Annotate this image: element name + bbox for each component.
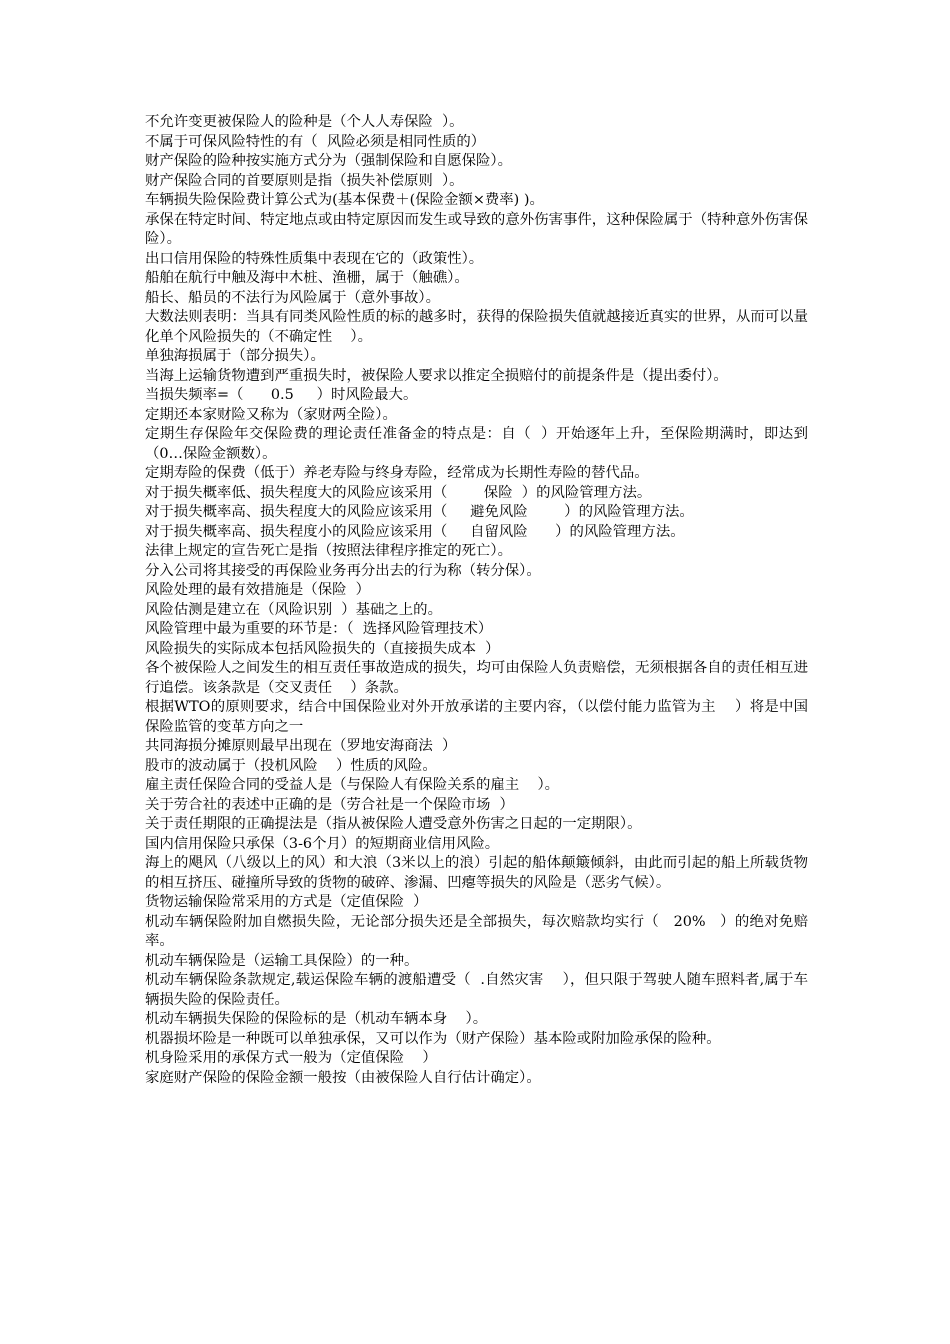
text-line: 机身险采用的承保方式一般为（定值保险 ）: [145, 1050, 437, 1066]
text-line: 股市的波动属于（投机风险 ）性质的风险。: [145, 757, 437, 774]
text-line: 家庭财产保险的保险金额一般按（由被保险人自行估计确定）。: [145, 1069, 541, 1086]
text-line: 单独海损属于（部分损失）。: [145, 348, 325, 364]
text-line: 机器损坏险是一种既可以单独承保，又可以作为（财产保险）基本险或附加险承保的险种。: [145, 1030, 721, 1047]
text-line: 船舶在航行中触及海中木桩、渔栅，属于（触礁）。: [145, 270, 469, 286]
text-line: 机动车辆保险是（运输工具保险）的一种。: [145, 952, 419, 969]
text-line: 定期寿险的保费（低于）养老寿险与终身寿险，经常成为长期性寿险的替代品。: [145, 465, 649, 481]
text-line: 根据WTO的原则要求，结合中国保险业对外开放承诺的主要内容，（以偿付能力监管为主 ）将是中国保险监管的变革方向之一: [145, 699, 808, 735]
text-line: 法律上规定的宣告死亡是指（按照法律程序推定的死亡）。: [145, 543, 512, 559]
text-line: 不属于可保风险特性的有（ 风险必须是相同性质的）: [145, 133, 486, 150]
text-line: 定期还本家财险又称为（家财两全险）。: [145, 406, 397, 423]
text-line: 当损失频率=（ 0.5 ）时风险最大。: [145, 387, 418, 403]
text-line: 货物运输保险常采用的方式是（定值保险 ）: [145, 894, 428, 910]
text-line: 对于损失概率高、损失程度小的风险应该采用（ 自留风险 ）的风险管理方法。: [145, 523, 685, 540]
text-line: 雇主责任保险合同的受益人是（与保险人有保险关系的雇主 ）。: [145, 777, 560, 793]
text-line: 承保在特定时间、特定地点或由特定原因而发生或导致的意外伤害事件，这种保险属于（特种意外伤害保险）。: [145, 211, 808, 247]
text-line: 定期生存保险年交保险费的理论责任准备金的特点是：自（ ）开始逐年上升，至保险期满时，即达到（0…保险金额数）。: [145, 426, 808, 462]
text-line: 机动车辆损失保险的保险标的是（机动车辆本身 ）。: [145, 1011, 488, 1027]
text-line: 分入公司将其接受的再保险业务再分出去的行为称（转分保）。: [145, 562, 541, 579]
text-line: 风险损失的实际成本包括风险损失的（直接损失成本 ）: [145, 640, 500, 657]
text-line: 船长、船员的不法行为风险属于（意外事故）。: [145, 289, 441, 306]
text-line: 国内信用保险只承保（3-6个月）的短期商业信用风险。: [145, 835, 500, 852]
text-line: 风险处理的最有效措施是（保险 ）: [145, 582, 371, 598]
text-line: 财产保险的险种按实施方式分为（强制保险和自愿保险）。: [145, 153, 512, 169]
text-line: 车辆损失险保险费计算公式为(基本保费＋(保险金额×费率) )。: [145, 192, 544, 208]
text-line: 大数法则表明：当具有同类风险性质的标的越多时，获得的保险损失值就越接近真实的世界，从而可以量化单个风险损失的（不确定性 ）。: [145, 309, 808, 345]
text-line: 对于损失概率高、损失程度大的风险应该采用（ 避免风险 ）的风险管理方法。: [145, 504, 694, 520]
text-line: 机动车辆保险条款规定,载运保险车辆的渡船遭受（ .自然灾害 ），但只限于驾驶人随车照料者,属于车辆损失险的保险责任。: [145, 972, 808, 1008]
text-line: 风险估测是建立在（风险识别 ）基础之上的。: [145, 601, 442, 618]
text-line: 各个被保险人之间发生的相互责任事故造成的损失，均可由保险人负责赔偿，无须根据各自的责任相互进行追偿。该条款是（交叉责任 ）条款。: [145, 660, 808, 696]
text-line: 不允许变更被保险人的险种是（个人人寿保险 ）。: [145, 114, 464, 130]
document-page: [145, 113, 808, 1088]
text-line: 关于责任期限的正确提法是（指从被保险人遭受意外伤害之日起的一定期限）。: [145, 816, 642, 832]
text-line: 当海上运输货物遭到严重损失时，被保险人要求以推定全损赔付的前提条件是（提出委付）。: [145, 367, 728, 384]
text-line: 财产保险合同的首要原则是指（损失补偿原则 ）。: [145, 172, 464, 189]
text-line: 对于损失概率低、损失程度大的风险应该采用（ 保险 ）的风险管理方法。: [145, 484, 652, 501]
text-line: 海上的飓风（八级以上的风）和大浪（3米以上的浪）引起的船体颠簸倾斜，由此而引起的船上所载货物的相互挤压、碰撞所导致的货物的破碎、渗漏、凹瘪等损失的风险是（恶劣气候）。: [145, 855, 808, 891]
text-line: 机动车辆保险附加自燃损失险，无论部分损失还是全部损失，每次赔款均实行（ 20% ）的绝对免赔率。: [145, 913, 808, 949]
text-line: 出口信用保险的特殊性质集中表现在它的（政策性）。: [145, 250, 484, 267]
text-line: 关于劳合社的表述中正确的是（劳合社是一个保险市场 ）: [145, 796, 514, 813]
text-line: 共同海损分摊原则最早出现在（罗地安海商法 ）: [145, 738, 457, 754]
text-line: 风险管理中最为重要的环节是：（ 选择风险管理技术）: [145, 621, 493, 637]
